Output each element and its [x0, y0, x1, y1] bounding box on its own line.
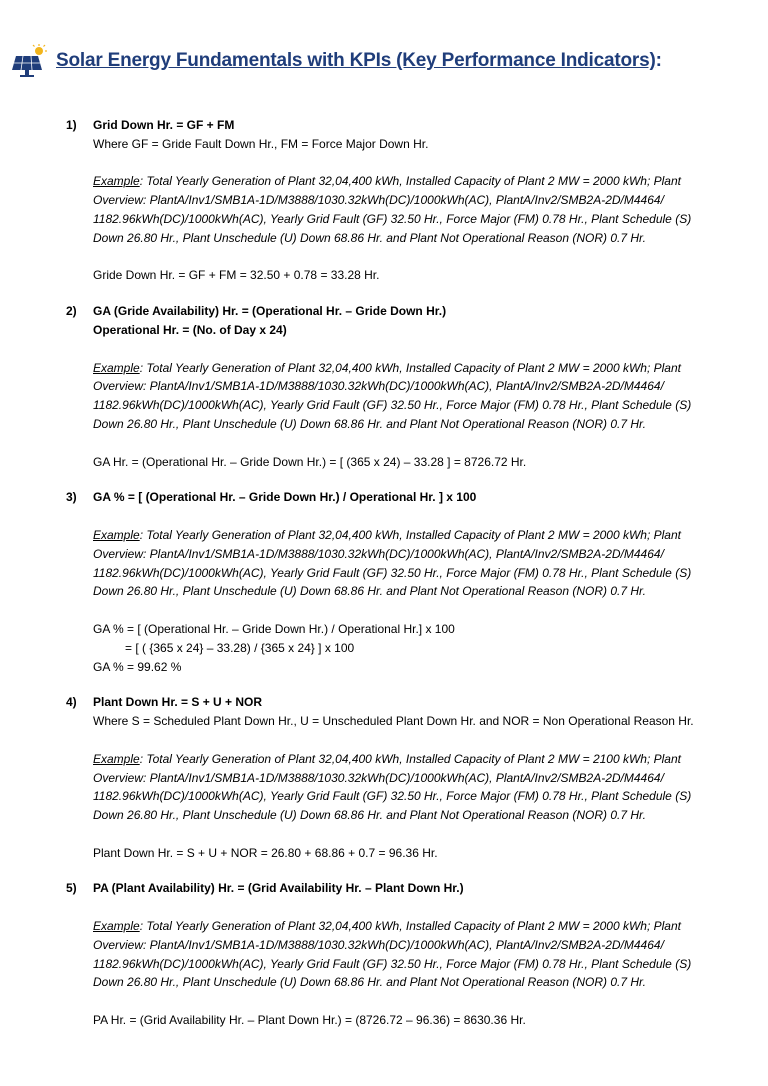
example-text: : Total Yearly Generation of Plant 32,04,400 kWh, Installed Capacity of Plant 2 MW = 2000 kWh; Plant — [139, 174, 681, 189]
calculation-result: Plant Down Hr. = S + U + NOR = 26.80 + 68.86 + 0.7 = 96.36 Hr. — [93, 845, 438, 860]
example-text: : Total Yearly Generation of Plant 32,04,400 kWh, Installed Capacity of Plant 2 MW = 2000 kWh; Plant — [139, 527, 681, 542]
kpi-section-4 — [66, 693, 726, 862]
calculation-result: Gride Down Hr. = GF + FM = 32.50 + 0.78 = 33.28 Hr. — [93, 268, 380, 283]
definition-text: Where S = Scheduled Plant Down Hr., U = Unscheduled Plant Down Hr. and NOR = Non Operational Reason Hr. — [93, 714, 694, 729]
example-label: Example — [93, 360, 140, 375]
example-label: Example — [93, 751, 140, 766]
page-title: Solar Energy Fundamentals with KPIs (Key Performance Indicators) — [56, 50, 656, 71]
calculation-result: GA % = 99.62 % — [93, 659, 182, 674]
calculation-result: GA % = [ (Operational Hr. – Gride Down Hr.) / Operational Hr.] x 100 — [93, 621, 455, 636]
example-text: 1182.96kWh(DC)/1000kWh(AC), Yearly Grid Fault (GF) 32.50 Hr., Force Major (FM) 0.78 Hr., Plant Schedule (S) — [93, 565, 692, 580]
page-header — [12, 44, 662, 78]
example-text: Overview: PlantA/Inv1/SMB1A-1D/M3888/1030.32kWh(DC)/1000kWh(AC), PlantA/Inv2/SMB2A-2D/M4464/ — [93, 193, 664, 208]
kpi-section-1 — [66, 116, 726, 285]
example-text: 1182.96kWh(DC)/1000kWh(AC), Yearly Grid Fault (GF) 32.50 Hr., Force Major (FM) 0.78 Hr., Plant Schedule (S) — [93, 789, 692, 804]
section-number: 5) — [66, 881, 77, 896]
example-text: 1182.96kWh(DC)/1000kWh(AC), Yearly Grid Fault (GF) 32.50 Hr., Force Major (FM) 0.78 Hr., Plant Schedule (S) — [93, 956, 692, 971]
example-text: Overview: PlantA/Inv1/SMB1A-1D/M3888/1030.32kWh(DC)/1000kWh(AC), PlantA/Inv2/SMB2A-2D/M4464/ — [93, 770, 664, 785]
section-heading: Operational Hr. = (No. of Day x 24) — [93, 322, 287, 337]
example-block — [93, 917, 726, 992]
section-number: 3) — [66, 490, 77, 505]
section-heading: Plant Down Hr. = S + U + NOR — [93, 695, 263, 710]
kpi-section-3 — [66, 488, 726, 676]
title-colon: : — [655, 50, 662, 71]
definition-text: Where GF = Gride Fault Down Hr., FM = Force Major Down Hr. — [93, 136, 429, 151]
example-text: Overview: PlantA/Inv1/SMB1A-1D/M3888/1030.32kWh(DC)/1000kWh(AC), PlantA/Inv2/SMB2A-2D/M4464/ — [93, 379, 664, 394]
calculation-result: PA Hr. = (Grid Availability Hr. – Plant Down Hr.) = (8726.72 – 96.36) = 8630.36 Hr. — [93, 1013, 526, 1028]
example-text: Down 26.80 Hr., Plant Unschedule (U) Down 68.86 Hr. and Plant Not Operational Reason (NOR) 0.7 Hr. — [93, 975, 646, 990]
section-heading: GA (Gride Availability) Hr. = (Operational Hr. – Gride Down Hr.) — [93, 304, 447, 319]
example-block — [93, 172, 726, 247]
example-text: : Total Yearly Generation of Plant 32,04,400 kWh, Installed Capacity of Plant 2 MW = 2000 kWh; Plant — [139, 360, 681, 375]
example-text: Down 26.80 Hr., Plant Unschedule (U) Down 68.86 Hr. and Plant Not Operational Reason (NOR) 0.7 Hr. — [93, 808, 646, 823]
example-text: Down 26.80 Hr., Plant Unschedule (U) Down 68.86 Hr. and Plant Not Operational Reason (NOR) 0.7 Hr. — [93, 584, 646, 599]
example-text: Overview: PlantA/Inv1/SMB1A-1D/M3888/1030.32kWh(DC)/1000kWh(AC), PlantA/Inv2/SMB2A-2D/M4464/ — [93, 546, 664, 561]
example-text: : Total Yearly Generation of Plant 32,04,400 kWh, Installed Capacity of Plant 2 MW = 2100 kWh; Plant — [139, 751, 681, 766]
example-label: Example — [93, 919, 140, 934]
example-text: 1182.96kWh(DC)/1000kWh(AC), Yearly Grid Fault (GF) 32.50 Hr., Force Major (FM) 0.78 Hr., Plant Schedule (S) — [93, 211, 692, 226]
kpi-content — [66, 116, 726, 1047]
section-number: 4) — [66, 695, 77, 710]
example-text: Down 26.80 Hr., Plant Unschedule (U) Down 68.86 Hr. and Plant Not Operational Reason (NOR) 0.7 Hr. — [93, 416, 646, 431]
example-text: 1182.96kWh(DC)/1000kWh(AC), Yearly Grid Fault (GF) 32.50 Hr., Force Major (FM) 0.78 Hr., Plant Schedule (S) — [93, 398, 692, 413]
example-text: : Total Yearly Generation of Plant 32,04,400 kWh, Installed Capacity of Plant 2 MW = 2000 kWh; Plant — [139, 919, 681, 934]
example-text: Overview: PlantA/Inv1/SMB1A-1D/M3888/1030.32kWh(DC)/1000kWh(AC), PlantA/Inv2/SMB2A-2D/M4464/ — [93, 937, 664, 952]
calculation-result: = [ ( {365 x 24} – 33.28) / {365 x 24} ] x 100 — [125, 640, 355, 655]
section-number: 1) — [66, 118, 77, 132]
example-label: Example — [93, 527, 140, 542]
kpi-section-2 — [66, 302, 726, 471]
example-label: Example — [93, 174, 140, 189]
solar-panel-icon — [12, 44, 48, 78]
section-number: 2) — [66, 304, 77, 319]
example-block — [93, 359, 726, 434]
calculation-result: GA Hr. = (Operational Hr. – Gride Down Hr.) = [ (365 x 24) – 33.28 ] = 8726.72 Hr. — [93, 454, 527, 469]
section-heading: Grid Down Hr. = GF + FM — [93, 118, 235, 132]
example-text: Down 26.80 Hr., Plant Unschedule (U) Down 68.86 Hr. and Plant Not Operational Reason (NOR) 0.7 Hr. — [93, 230, 646, 245]
kpi-section-5 — [66, 879, 726, 1029]
section-heading: PA (Plant Availability) Hr. = (Grid Availability Hr. – Plant Down Hr.) — [93, 881, 464, 896]
example-block — [93, 526, 726, 601]
example-block — [93, 750, 726, 825]
section-heading: GA % = [ (Operational Hr. – Gride Down Hr.) / Operational Hr. ] x 100 — [93, 490, 477, 505]
